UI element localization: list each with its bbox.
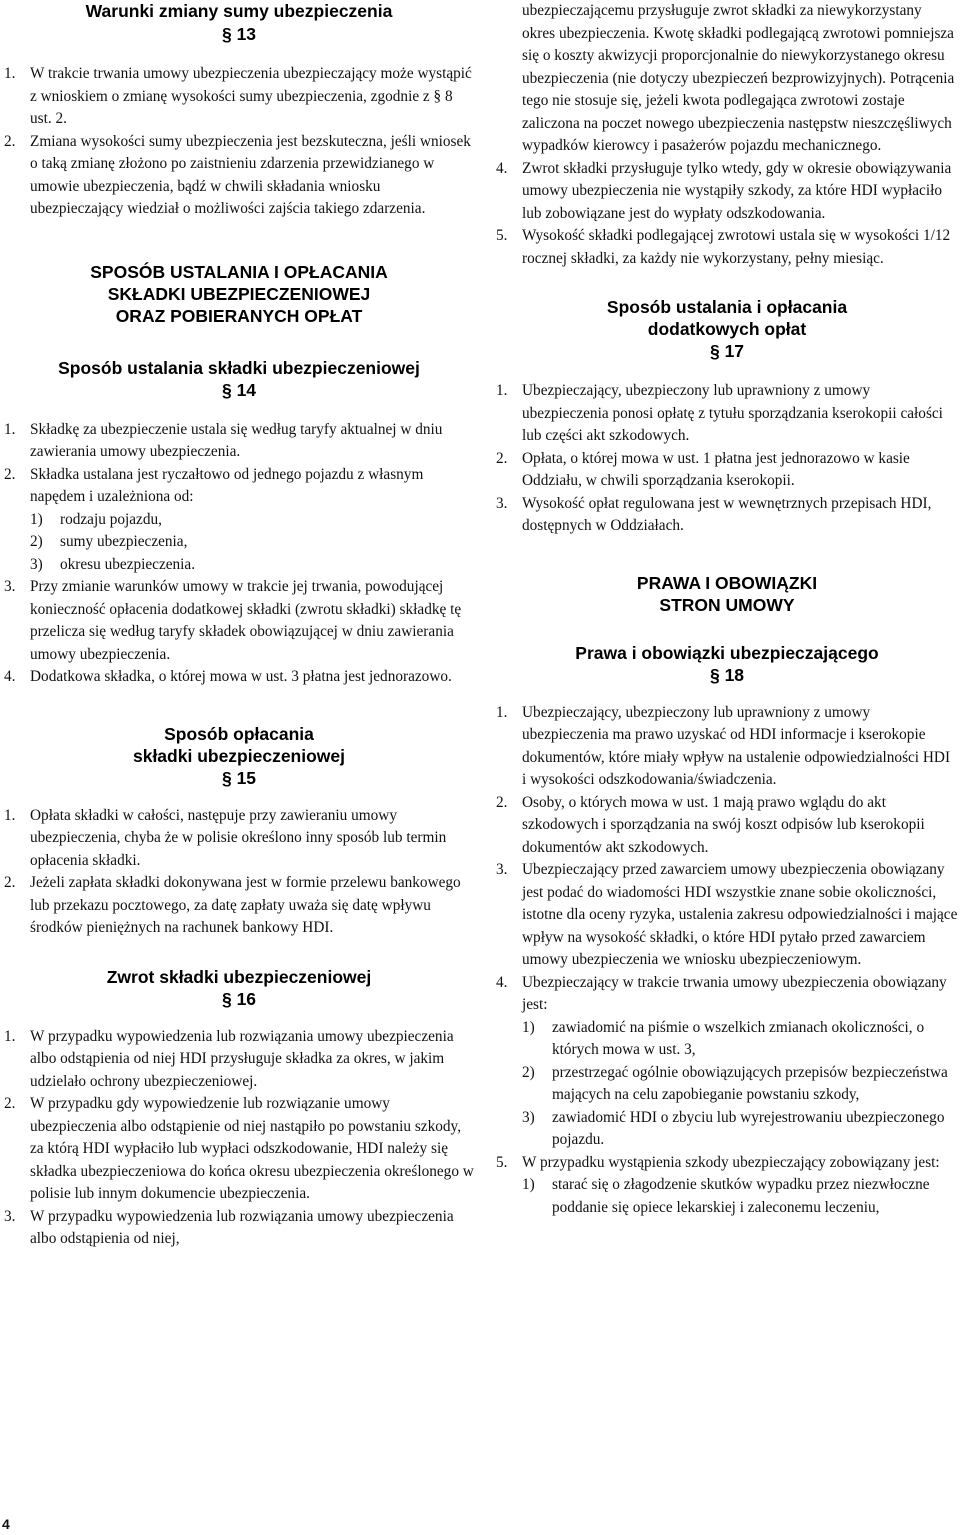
section-16-title: Zwrot składki ubezpieczeniowej [106,966,372,987]
paragraph-number: 5. [496,1153,508,1171]
list-item-14-2-2 [30,531,474,554]
paragraph-15-1 [4,805,474,873]
chapter-heading-line-2: STRON UMOWY [659,594,795,615]
paragraph-15-2 [4,872,474,940]
list-item-number: 2) [522,1063,535,1081]
paragraph-text: Osoby, o których mowa w ust. 1 mają prawo wglądu do akt szkodowych i sporządzania na swój koszt odpisów lub kserokopii dokumentów akt szkodowych. [522,793,925,856]
left-column [4,0,474,1251]
paragraph-text: Wysokość składki podlegającej zwrotowi ustala się w wysokości 1/12 rocznej składki, za każdy nie wykorzystany, pełny miesiąc. [522,227,951,267]
paragraph-text: W przypadku wypowiedzenia lub rozwiązania umowy ubezpieczenia albo odstąpienia od niej HDI przysługuje składka za okres, w jakim udzielało ochrony ubezpieczeniowej. [30,1027,454,1090]
chapter-heading-line-1: PRAWA I OBOWIĄZKI [636,572,818,593]
section-18-title: Prawa i obowiązki ubezpieczającego [575,642,879,663]
paragraph-text: Dodatkowa składka, o której mowa w ust. 3 płatna jest jednorazowo. [30,668,452,685]
list-item-number: 1) [522,1018,535,1036]
paragraph-text: Opłata składki w całości, następuje przy zawieraniu umowy ubezpieczenia, chyba że w polisie określono inny sposób lub termin opłacenia składki. [30,806,447,869]
paragraph-number: 2. [496,793,508,811]
section-17-title-line-1: Sposób ustalania i opłacania [606,297,848,317]
chapter-heading-line-3: ORAZ POBIERANYCH OPŁAT [115,305,363,326]
paragraph-text: Ubezpieczający, ubezpieczony lub uprawniony z umowy ubezpieczenia ma prawo uzyskać od HDI informacje i kserokopie dokumentów, które miały wpływ na ustalenie odpowiedzialności HDI i wysokości odszkodowania/świadczenia. [522,703,951,788]
paragraph-number: 3. [4,578,16,595]
list-item-14-2-1 [30,509,474,532]
list-item-14-2-3 [30,554,474,577]
list-item-text: przestrzegać ogólnie obowiązujących przepisów bezpieczeństwa mających na celu zapobieganie powstaniu szkody, [552,1063,948,1103]
paragraph-number: 2. [4,132,16,150]
paragraph-17-3 [496,493,958,538]
paragraph-text: Składkę za ubezpieczenie ustala się według taryfy aktualnej w dniu zawierania umowy ubezpieczenia. [30,420,443,460]
section-14-title: Sposób ustalania składki ubezpieczeniowej [58,357,420,378]
paragraph-number: 1. [4,420,16,438]
list-item-text: zawiadomić HDI o zbyciu lub wyrejestrowaniu ubezpieczonego pojazdu. [552,1108,945,1148]
section-17-title-line-2: dodatkowych opłat [647,319,807,339]
section-15-number: § 15 [221,767,257,788]
list-item-number: 3) [522,1108,535,1126]
section-13-number: § 13 [221,24,257,44]
paragraph-text: Zwrot składki przysługuje tylko wtedy, gdy w okresie obowiązywania umowy ubezpieczenia nie wystąpiły szkody, za które HDI wypłaciło lub zobowiązane jest do wypłaty odszkodowania. [522,159,952,222]
paragraph-number: 1. [496,382,508,399]
chapter-heading-line-2: SKŁADKI UBEZPIECZENIOWEJ [107,283,371,304]
paragraph-16-1 [4,1026,474,1094]
section-13-title: Warunki zmiany sumy ubezpieczenia [85,1,393,21]
paragraph-text: Wysokość opłat regulowana jest w wewnętrznych przepisach HDI, dostępnych w Oddziałach. [522,494,932,534]
paragraph-16-3-continuation: ubezpieczającemu przysługuje zwrot składki za niewykorzystany okres ubezpieczenia. Kwotę składki podlegającą zwrotowi pomniejsza się o koszty akwizycji proporcjonalnie do niewykorzystanego okresu ubezpieczenia (nie dotyczy ubezpieczeń bezprowizyjnych). Potrącenia tego nie stosuje się, jeżeli kwota podlegająca zwrotowi zostaje zaliczona na poczet nowego ubezpieczenia następstw nieszczęśliwych wypadków kierowcy i pasażerów pojazdu mechanicznego. [522,2,955,154]
list-item-text: starać się o złagodzenie skutków wypadku przez niezwłoczne poddanie się opiece lekarskiej i zaleconemu leczeniu, [552,1176,930,1216]
page-number: 4 [2,1516,10,1532]
paragraph-number: 2. [4,465,16,483]
paragraph-number: 4. [4,668,16,685]
paragraph-number: 1. [4,65,16,82]
paragraph-18-2 [496,792,958,860]
paragraph-text: W przypadku gdy wypowiedzenie lub rozwiązanie umowy ubezpieczenia albo odstąpienie od niej nastąpiło po powstaniu szkody, za którą HDI wypłaciło lub wypłaci odszkodowanie, HDI należy się składka ubezpieczeniowa do końca okresu ubezpieczenia określonego w polisie lub innym dokumencie ubezpieczenia. [30,1095,474,1202]
paragraph-number: 2. [4,874,16,891]
paragraph-16-2 [4,1093,474,1206]
paragraph-number: 5. [496,227,508,244]
paragraph-text: Ubezpieczający przed zawarciem umowy ubezpieczenia obowiązany jest podać do wiadomości HDI wszystkie znane sobie okoliczności, istotne dla oceny ryzyka, ustalenia zakresu odpowiedzialności i mające wpływ na wysokość składki, o które HDI pytało przed zawarciem umowy ubezpieczenia we wniosku ubezpieczeniowym. [522,861,958,968]
list-item-number: 1) [30,510,43,528]
right-column [496,0,958,1219]
list-item-18-4-1 [522,1017,958,1062]
paragraph-number: 3. [496,494,508,512]
paragraph-14-3 [4,576,474,666]
paragraph-text: Opłata, o której mowa w ust. 1 płatna jest jednorazowo w kasie Oddziału, w chwili sporządzania kserokopii. [522,449,910,489]
section-14-number: § 14 [221,379,257,400]
paragraph-text: W przypadku wypowiedzenia lub rozwiązania umowy ubezpieczenia albo odstąpienia od niej, [30,1207,454,1247]
list-item-18-4-2 [522,1062,958,1107]
section-18-number: § 18 [709,664,745,685]
paragraph-14-2 [4,464,474,509]
paragraph-13-2 [4,131,474,221]
section-16-number: § 16 [221,988,257,1009]
list-item-text: sumy ubezpieczenia, [60,533,188,550]
paragraph-16-5 [496,225,958,270]
paragraph-number: 3. [4,1207,16,1225]
paragraph-number: 1. [4,806,16,824]
paragraph-17-1 [496,380,958,448]
paragraph-text: Ubezpieczający w trakcie trwania umowy ubezpieczenia obowiązany jest: [522,973,947,1013]
paragraph-text: Ubezpieczający, ubezpieczony lub uprawniony z umowy ubezpieczenia ponosi opłatę z tytułu sporządzania kserokopii całości lub części akt szkodowych. [522,382,943,444]
paragraph-16-4 [496,158,958,226]
paragraph-18-3 [496,859,958,972]
list-item-text: rodzaju pojazdu, [60,510,162,528]
paragraph-14-1 [4,419,474,464]
list-item-number: 1) [522,1176,535,1193]
paragraph-16-3 [4,1206,474,1251]
paragraph-text: Składka ustalana jest ryczałtowo od jednego pojazdu z własnym napędem i uzależniona od: [30,465,424,505]
paragraph-17-2 [496,448,958,493]
section-15-title-line-2: składki ubezpieczeniowej [132,745,346,766]
list-item-18-4-3 [522,1107,958,1152]
paragraph-number: 1. [4,1027,16,1045]
list-item-18-5-1 [522,1174,958,1219]
paragraph-text: Jeżeli zapłata składki dokonywana jest w formie przelewu bankowego lub przekazu pocztowego, za datę zapłaty uważa się datę wpływu środków pieniężnych na rachunek bankowy HDI. [30,874,461,936]
paragraph-number: 4. [496,973,508,991]
paragraph-18-1 [496,702,958,792]
paragraph-14-4 [4,666,474,689]
paragraph-text: Zmiana wysokości sumy ubezpieczenia jest bezskuteczna, jeśli wniosek o taką zmianę złożono po zaistnieniu zdarzenia przewidzianego w umowie ubezpieczenia, bądź w chwili składania wniosku ubezpieczający wiedział o możliwości zajścia takiego zdarzenia. [30,132,471,217]
chapter-heading-line-1: SPOSÓB USTALANIA I OPŁACANIA [90,261,388,282]
paragraph-number: 1. [496,703,508,721]
paragraph-number: 3. [496,861,508,878]
paragraph-text: W przypadku wystąpienia szkody ubezpieczający zobowiązany jest: [522,1153,940,1171]
list-item-text: okresu ubezpieczenia. [60,555,196,573]
paragraph-number: 2. [496,449,508,467]
paragraph-18-4 [496,972,958,1017]
paragraph-13-1 [4,63,474,131]
paragraph-18-5 [496,1152,958,1175]
list-item-number: 3) [30,555,43,573]
list-item-text: zawiadomić na piśmie o wszelkich zmianach okoliczności, o których mowa w ust. 3, [552,1018,925,1058]
paragraph-text: W trakcie trwania umowy ubezpieczenia ubezpieczający może wystąpić z wnioskiem o zmianę wysokości sumy ubezpieczenia, zgodnie z § 8 ust. 2. [30,65,472,127]
paragraph-number: 2. [4,1095,16,1112]
list-item-number: 2) [30,533,43,550]
paragraph-number: 4. [496,159,508,177]
section-17-number: § 17 [709,341,745,361]
section-15-title-line-1: Sposób opłacania [164,723,314,744]
paragraph-text: Przy zmianie warunków umowy w trakcie jej trwania, powodującej konieczność opłacenia dodatkowej składki (zwrotu składki) składkę tę przelicza się według taryfy składek obowiązującej w dniu zawierania umowy ubezpieczenia. [30,578,462,663]
